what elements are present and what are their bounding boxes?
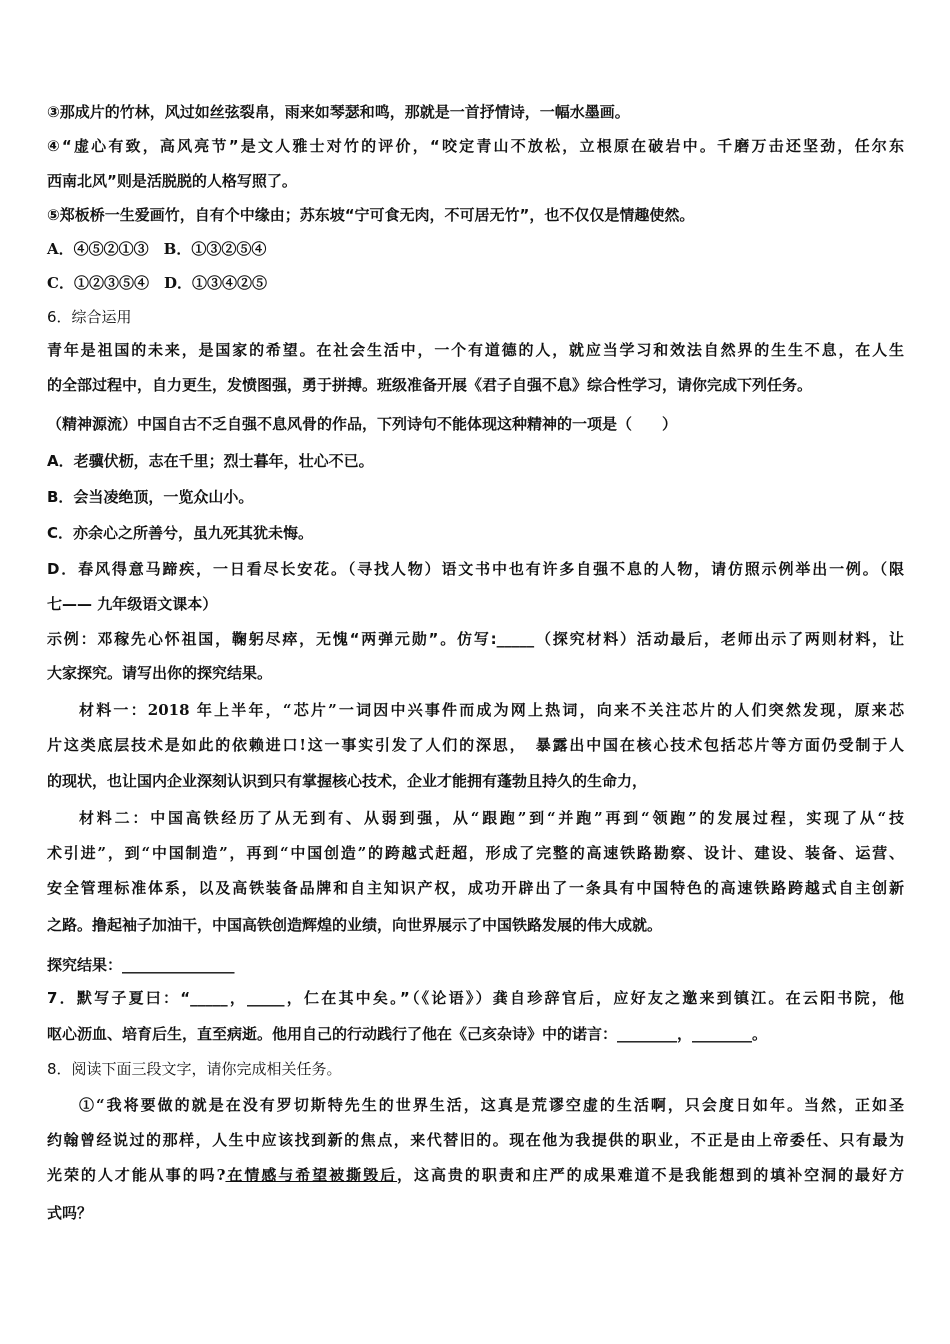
q7-line2: 呕心沥血、培育后生，直至病逝。他用自己的行动践行了他在《己亥杂诗》中的诺言：________，________。 (47, 1025, 768, 1043)
material-2-line1: 材料二：中国高铁经历了从无到有、从弱到强，从“跟跑”到“并跑”再到“领跑”的发展过程，实现了从“技 (79, 809, 904, 827)
q5-sentence-3: ③那成片的竹林，风过如丝弦裂帛，雨来如琴瑟和鸣，那就是一首抒情诗，一幅水墨画。 (47, 103, 630, 121)
underlined-phrase: 在情感与希望被撕毁后 (225, 1166, 398, 1184)
q5-options-ab: A．④⑤②①③ B．①③②⑤④ (47, 240, 267, 258)
q8-para1-line3-start: 光荣的人才能从事的吗? (47, 1166, 226, 1184)
q6-option-b: B．会当凌绝顶，一览众山小。 (47, 488, 254, 506)
q6-intro-line1: 青年是祖国的未来，是国家的希望。在社会生活中，一个有道德的人，就应当学习和效法自然界的生生不息，在人生 (47, 341, 904, 359)
q6-intro-line2: 的全部过程中，自力更生，发愤图强，勇于拼搏。班级准备开展《君子自强不息》综合性学习，请你完成下列任务。 (47, 376, 813, 394)
q8-para1-line3 (47, 1165, 904, 1185)
q7-line1: 7．默写子夏曰：“_____，_____，仁在其中矣。”（《论语》）龚自珍辞官后，应好友之邀来到镇江。在云阳书院，他 (47, 989, 904, 1007)
q5-options-cd: C．①②③⑤④ D．①③④②⑤ (47, 274, 267, 292)
q6-example-line1: 示例：邓稼先心怀祖国，鞠躬尽瘁，无愧“两弹元勋”。仿写:_____（探究材料）活动最后，老师出示了两则材料，让 (47, 630, 904, 648)
inquiry-result-blank: 探究结果：_______________ (47, 956, 235, 974)
material-2-line4: 之路。撸起袖子加油干，中国高铁创造辉煌的业绩，向世界展示了中国铁路发展的伟大成就。 (47, 916, 663, 934)
material-2-line3: 安全管理标准体系，以及高铁装备品牌和自主知识产权，成功开辟出了一条具有中国特色的高速铁路跨越式自主创新 (47, 879, 904, 897)
q6-task1: （精神源流）中国自古不乏自强不息风骨的作品，下列诗句不能体现这种精神的一项是（ ） (47, 415, 678, 433)
q5-sentence-4-line1: ④“虚心有致，高风亮节”是文人雅士对竹的评价，“咬定青山不放松，立根原在破岩中。千磨万击还坚劲，任尔东 (47, 137, 904, 155)
q6-option-d-line1: D．春风得意马蹄疾，一日看尽长安花。（寻找人物）语文书中也有许多自强不息的人物，请仿照示例举出一例。（限 (47, 560, 904, 578)
q5-sentence-5: ⑤郑板桥一生爱画竹，自有个中缘由；苏东坡“宁可食无肉，不可居无竹”，也不仅仅是情趣使然。 (47, 206, 695, 224)
q6-example-line2: 大家探究。请写出你的探究结果。 (47, 664, 273, 682)
q6-option-a: A．老骥伏枥，志在千里；烈士暮年，壮心不已。 (47, 452, 374, 470)
material-2-line2: 术引进”，到“中国制造”，再到“中国创造”的跨越式赶超，形成了完整的高速铁路勘察、设计、建设、装备、运营、 (47, 844, 904, 862)
q8-para1-line1: ①“我将要做的就是在没有罗切斯特先生的世界生活，这真是荒谬空虚的生活啊，只会度日如年。当然，正如圣 (79, 1096, 904, 1114)
material-1-line3: 的现状，也让国内企业深刻认识到只有掌握核心技术，企业才能拥有蓬勃且持久的生命力， (47, 772, 648, 790)
q8-para1-line4: 式吗？ (47, 1204, 93, 1222)
material-1-line2: 片这类底层技术是如此的依赖进口!这一事实引发了人们的深思， 暴露出中国在核心技术包括芯片等方面仍受制于人 (47, 736, 904, 754)
q6-option-c: C．亦余心之所善兮，虽九死其犹未悔。 (47, 524, 314, 542)
q8-para1-line3-end: ，这高贵的职责和庄严的成果难道不是我能想到的填补空洞的最好方 (397, 1166, 904, 1184)
material-1-line1: 材料一：2018 年上半年，“芯片”一词因中兴事件而成为网上热词，向来不关注芯片的人们突然发现，原来芯 (79, 701, 904, 719)
q6-title: 6．综合运用 (47, 308, 132, 326)
q5-sentence-4-line2: 西南北风”则是活脱脱的人格写照了。 (47, 172, 297, 190)
q8-para1-line2: 约翰曾经说过的那样，人生中应该找到新的焦点，来代替旧的。现在他为我提供的职业，不正是由上帝委任、只有最为 (47, 1131, 904, 1149)
q8-title: 8．阅读下面三段文字，请你完成相关任务。 (47, 1060, 342, 1078)
q6-option-d-line2: 七—— 九年级语文课本） (47, 595, 218, 613)
